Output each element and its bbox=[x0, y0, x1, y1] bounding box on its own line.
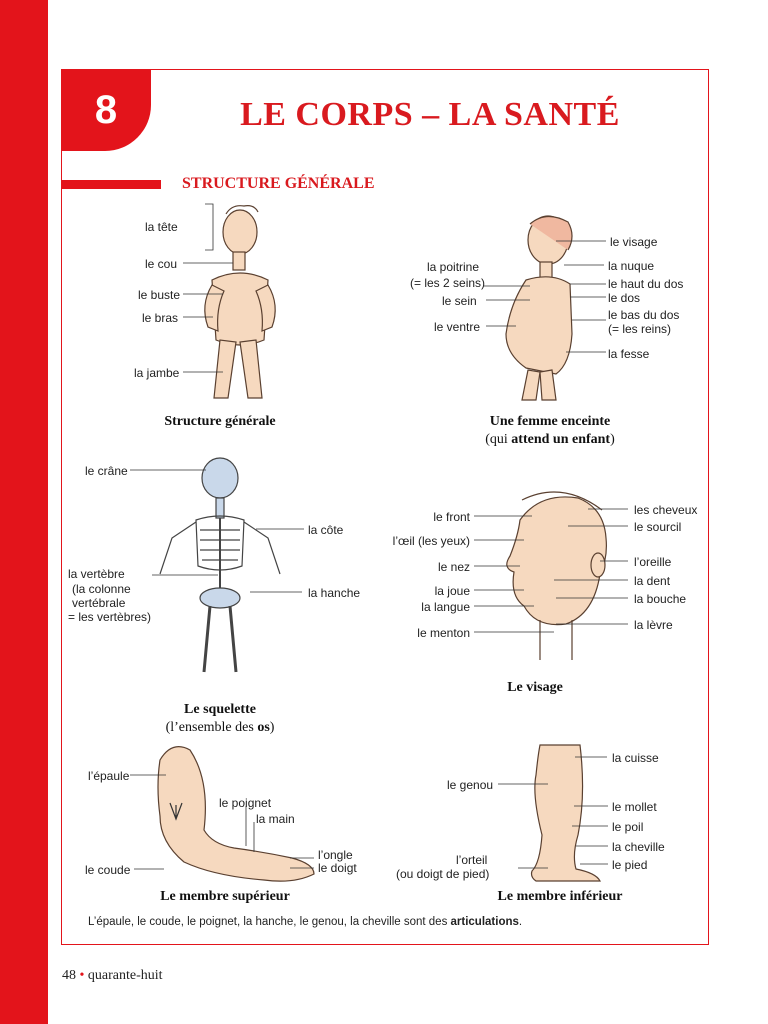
label-joue: la joue bbox=[434, 584, 470, 598]
label-tete: la tête bbox=[145, 220, 178, 234]
caption-squelette-sub-bold: os bbox=[257, 720, 270, 735]
label-doigt: le doigt bbox=[318, 861, 357, 875]
caption-visage: Le visage bbox=[507, 680, 563, 695]
label-mollet: le mollet bbox=[612, 800, 657, 814]
note-end: . bbox=[518, 916, 523, 928]
label-levre: la lèvre bbox=[634, 618, 673, 632]
label-vertebres: = les vertèbres) bbox=[68, 610, 152, 624]
label-orteil: l’orteil bbox=[456, 853, 488, 867]
label-oreille: l’oreille bbox=[634, 555, 672, 569]
label-2-seins: (= les 2 seins) bbox=[410, 276, 486, 290]
label-visage: le visage bbox=[610, 235, 658, 249]
caption-femme-sub bbox=[450, 431, 650, 449]
label-buste: le buste bbox=[138, 288, 181, 302]
label-cote: la côte bbox=[308, 523, 344, 537]
label-doigt-de-pied: (ou doigt de pied) bbox=[396, 867, 490, 881]
label-nuque: la nuque bbox=[608, 259, 655, 273]
caption-structure: Structure générale bbox=[164, 414, 276, 429]
label-ventre: le ventre bbox=[434, 320, 481, 334]
caption-squelette-sub bbox=[120, 719, 320, 737]
caption-femme-sub-bold: attend un enfant bbox=[511, 432, 611, 447]
label-main: la main bbox=[256, 812, 295, 826]
label-cou: le cou bbox=[145, 257, 178, 271]
label-poil: le poil bbox=[612, 820, 644, 834]
label-pied: le pied bbox=[612, 858, 648, 872]
figure-face bbox=[507, 492, 607, 660]
figure-skeleton bbox=[160, 458, 280, 672]
label-menton: le menton bbox=[417, 626, 470, 640]
caption-femme-sub-pre: (qui bbox=[485, 432, 512, 447]
label-sourcil: le sourcil bbox=[634, 520, 682, 534]
caption-membre-superieur: Le membre supérieur bbox=[160, 889, 290, 904]
caption-membre-inferieur: Le membre inférieur bbox=[497, 889, 623, 904]
section-title: STRUCTURE GÉNÉRALE bbox=[182, 175, 375, 192]
articulations-note bbox=[88, 916, 522, 928]
chapter-number: 8 bbox=[61, 69, 151, 151]
label-hanche: la hanche bbox=[308, 586, 361, 600]
caption-squelette bbox=[120, 701, 320, 737]
label-sein: le sein bbox=[442, 294, 477, 308]
label-langue: la langue bbox=[421, 600, 470, 614]
label-cheveux: les cheveux bbox=[634, 503, 698, 517]
label-bras: le bras bbox=[142, 311, 179, 325]
caption-femme-title: Une femme enceinte bbox=[489, 414, 611, 429]
label-epaule: l’épaule bbox=[88, 769, 130, 783]
caption-squelette-title: Le squelette bbox=[184, 702, 256, 717]
label-vertebrale: vertébrale bbox=[72, 596, 126, 610]
label-nez: le nez bbox=[437, 560, 470, 574]
note-text: L’épaule, le coude, le poignet, la hanche, le genou, la cheville sont des bbox=[88, 916, 451, 928]
caption-femme-sub-post: ) bbox=[610, 432, 615, 447]
label-haut-du-dos: le haut du dos bbox=[608, 277, 684, 291]
label-poignet: le poignet bbox=[219, 796, 272, 810]
page-number: 48 bbox=[62, 968, 76, 983]
label-poitrine: la poitrine bbox=[427, 260, 480, 274]
label-dos: le dos bbox=[608, 291, 641, 305]
caption-squelette-sub-pre: (l’ensemble des bbox=[165, 720, 258, 735]
page-footer bbox=[62, 968, 163, 984]
chapter-title: LE CORPS – LA SANTÉ bbox=[240, 96, 620, 133]
label-fesse: la fesse bbox=[608, 347, 650, 361]
bullet-icon: • bbox=[79, 968, 85, 983]
figure-leg bbox=[532, 745, 601, 881]
label-crane: le crâne bbox=[85, 464, 128, 478]
caption-femme bbox=[450, 413, 650, 449]
label-genou: le genou bbox=[447, 778, 494, 792]
figure-standing-man bbox=[205, 206, 275, 398]
label-ongle: l’ongle bbox=[318, 848, 353, 862]
label-vertebre: la vertèbre bbox=[68, 567, 125, 581]
label-coude: le coude bbox=[85, 863, 131, 877]
label-jambe: la jambe bbox=[134, 366, 180, 380]
label-dent: la dent bbox=[634, 574, 671, 588]
label-front: le front bbox=[433, 510, 470, 524]
label-oeil: l’œil (les yeux) bbox=[392, 534, 470, 548]
label-reins: (= les reins) bbox=[608, 322, 672, 336]
label-bouche: la bouche bbox=[634, 592, 687, 606]
caption-squelette-sub-post: ) bbox=[269, 720, 275, 735]
figure-pregnant-woman bbox=[506, 216, 572, 400]
note-bold: articulations bbox=[450, 916, 519, 928]
label-cheville: la cheville bbox=[612, 840, 665, 854]
label-cuisse: la cuisse bbox=[612, 751, 659, 765]
page-number-words: quarante-huit bbox=[87, 968, 163, 983]
label-colonne: (la colonne bbox=[72, 582, 131, 596]
label-bas-du-dos: le bas du dos bbox=[608, 308, 680, 322]
